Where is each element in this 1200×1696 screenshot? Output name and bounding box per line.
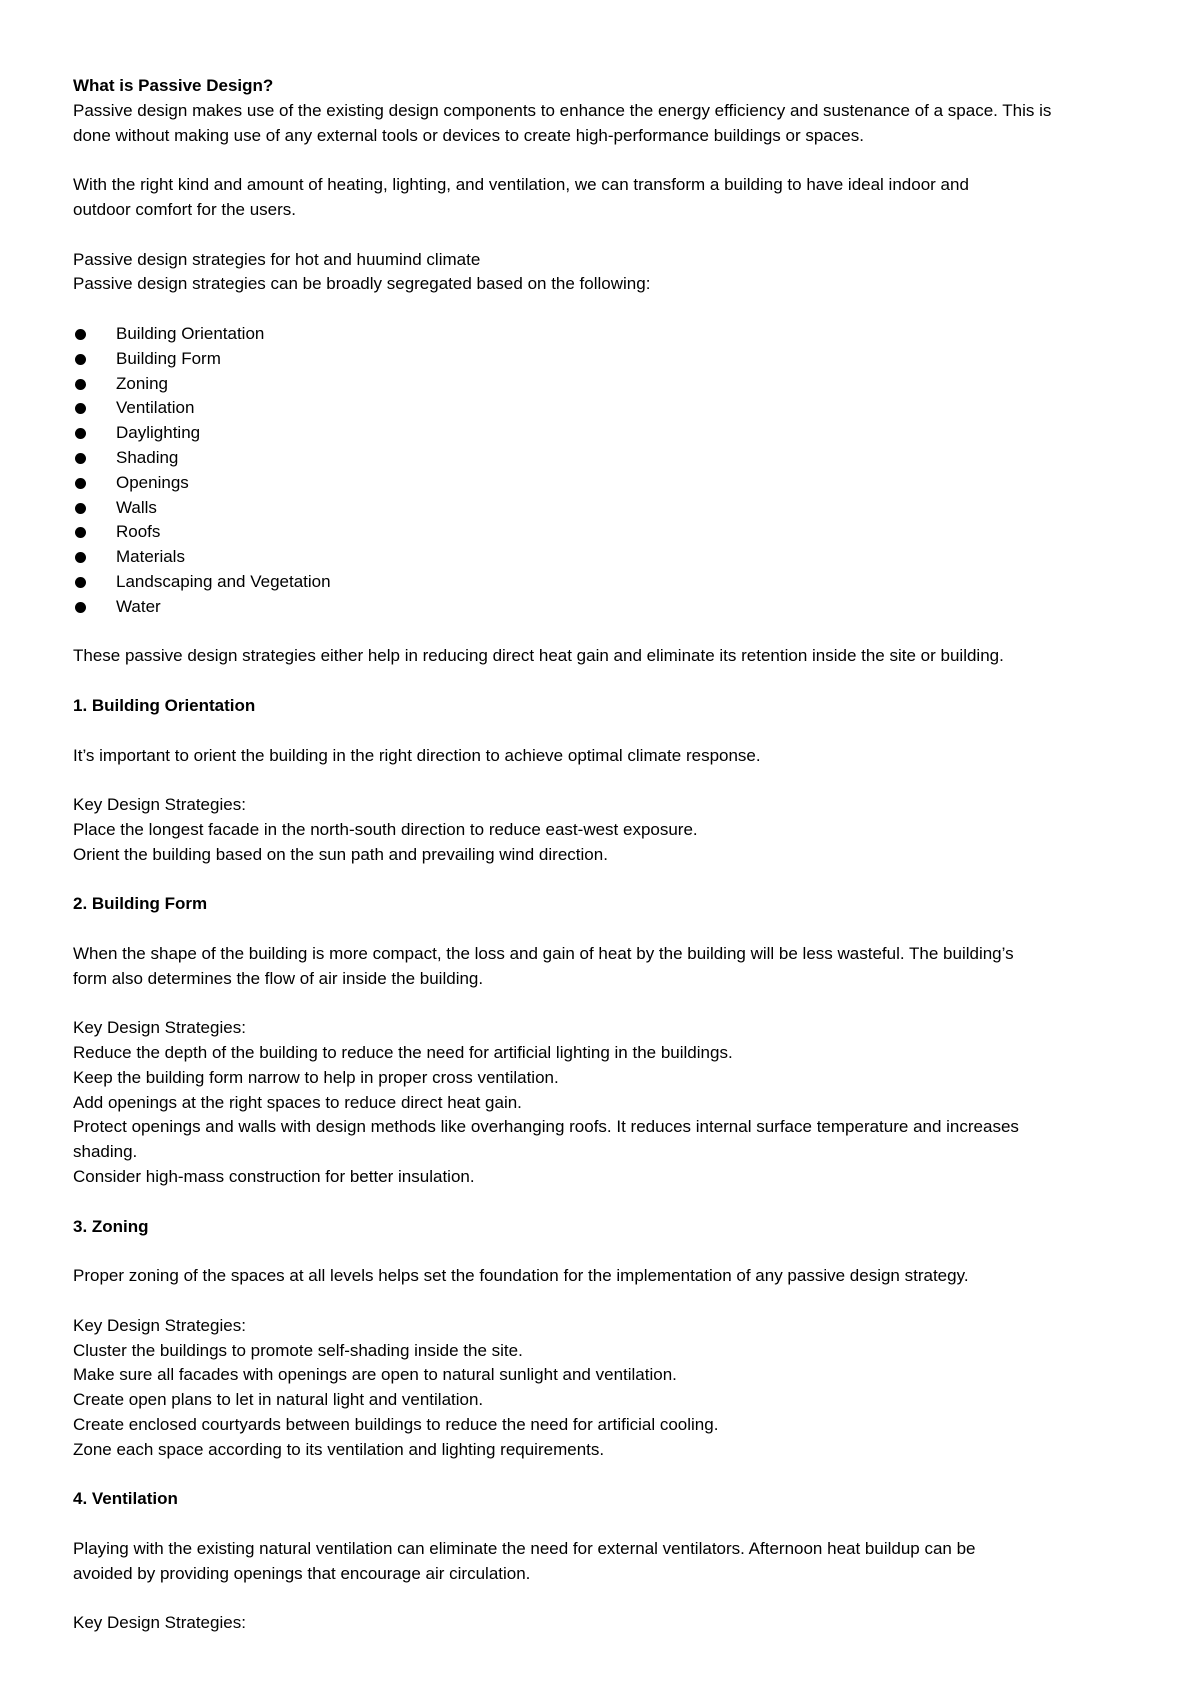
section-intro: When the shape of the building is more compact, the loss and gain of heat by the building will be less wasteful. The building’s (73, 943, 1014, 963)
strategy-line: Make sure all facades with openings are open to natural sunlight and ventilation. (73, 1365, 677, 1385)
spacer (73, 1463, 1133, 1488)
list-item (73, 471, 1133, 496)
list-item (73, 347, 1133, 372)
list-item-label: Building Orientation (116, 323, 265, 343)
bullet-icon (75, 329, 86, 340)
spacer (73, 148, 1133, 173)
list-item-label: Zoning (116, 373, 168, 393)
spacer (73, 297, 1133, 322)
section-heading-ventilation: 4. Ventilation (73, 1489, 178, 1509)
list-item (73, 496, 1133, 521)
strategy-line: Consider high-mass construction for better insulation. (73, 1167, 475, 1187)
list-item (73, 322, 1133, 347)
list-item-label: Water (116, 596, 161, 616)
key-strategies-label: Key Design Strategies: (73, 1018, 246, 1038)
list-item (73, 372, 1133, 397)
strategy-line: Keep the building form narrow to help in proper cross ventilation. (73, 1067, 559, 1087)
bullet-icon (75, 552, 86, 563)
intro-p1-line-2: done without making use of any external tools or devices to create high-performance buildings or spaces. (73, 125, 864, 145)
strategy-line: Zone each space according to its ventilation and lighting requirements. (73, 1439, 605, 1459)
spacer (73, 1239, 1133, 1264)
spacer (73, 768, 1133, 793)
bullet-icon (75, 379, 86, 390)
section-intro: avoided by providing openings that encourage air circulation. (73, 1563, 531, 1583)
list-item-label: Daylighting (116, 423, 201, 443)
bullet-icon (75, 602, 86, 613)
list-item (73, 595, 1133, 620)
spacer (73, 868, 1133, 893)
list-item-label: Openings (116, 472, 189, 492)
section-intro: Playing with the existing natural ventilation can eliminate the need for external ventilators. Afternoon heat buildup can be (73, 1539, 976, 1559)
intro-p1-line-1: Passive design makes use of the existing design components to enhance the energy efficiency and sustenance of a space. This is (73, 100, 1052, 120)
spacer (73, 991, 1133, 1016)
spacer (73, 223, 1133, 248)
section-heading-building-form: 2. Building Form (73, 894, 208, 914)
spacer (73, 620, 1133, 645)
list-item (73, 421, 1133, 446)
strategy-line: Reduce the depth of the building to reduce the need for artificial lighting in the buildings. (73, 1043, 733, 1063)
list-item-label: Building Form (116, 348, 221, 368)
list-item (73, 570, 1133, 595)
bullet-icon (75, 453, 86, 464)
list-item (73, 396, 1133, 421)
list-item (73, 446, 1133, 471)
section-intro: It’s important to orient the building in the right direction to achieve optimal climate response. (73, 745, 761, 765)
bullet-icon (75, 403, 86, 414)
section-intro: form also determines the flow of air inside the building. (73, 968, 484, 988)
list-item-label: Shading (116, 447, 179, 467)
key-strategies-label: Key Design Strategies: (73, 795, 246, 815)
list-item-label: Ventilation (116, 398, 195, 418)
strategy-line: Protect openings and walls with design methods like overhanging roofs. It reduces internal surface temperature and increases (73, 1117, 1019, 1137)
strategy-line: Create enclosed courtyards between buildings to reduce the need for artificial cooling. (73, 1415, 719, 1435)
document-page (73, 74, 1133, 1636)
spacer (73, 917, 1133, 942)
spacer (73, 1190, 1133, 1215)
list-item-label: Materials (116, 547, 185, 567)
list-item (73, 520, 1133, 545)
key-strategies-label: Key Design Strategies: (73, 1613, 246, 1633)
spacer (73, 1512, 1133, 1537)
strategy-line: Cluster the buildings to promote self-shading inside the site. (73, 1340, 523, 1360)
bullet-icon (75, 577, 86, 588)
bullet-icon (75, 527, 86, 538)
spacer (73, 669, 1133, 694)
intro-p3-line-2: Passive design strategies can be broadly segregated based on the following: (73, 274, 651, 294)
spacer (73, 1587, 1133, 1612)
bullet-icon (75, 428, 86, 439)
key-strategies-label: Key Design Strategies: (73, 1315, 246, 1335)
strategy-line: shading. (73, 1142, 138, 1162)
intro-p2-line-2: outdoor comfort for the users. (73, 199, 296, 219)
bullet-icon (75, 503, 86, 514)
strategy-line: Add openings at the right spaces to reduce direct heat gain. (73, 1092, 522, 1112)
bullet-icon (75, 354, 86, 365)
strategy-line: Create open plans to let in natural light and ventilation. (73, 1390, 484, 1410)
spacer (73, 1289, 1133, 1314)
strategy-line: Orient the building based on the sun path and prevailing wind direction. (73, 844, 608, 864)
list-item (73, 545, 1133, 570)
bullet-icon (75, 478, 86, 489)
intro-p2-line-1: With the right kind and amount of heating, lighting, and ventilation, we can transform a building to have ideal indoor and (73, 175, 969, 195)
strategy-list (73, 322, 1133, 620)
summary-paragraph: These passive design strategies either help in reducing direct heat gain and eliminate its retention inside the site or building. (73, 646, 1004, 666)
list-item-label: Roofs (116, 522, 161, 542)
section-heading-zoning: 3. Zoning (73, 1216, 149, 1236)
intro-heading: What is Passive Design? (73, 76, 274, 95)
list-item-label: Walls (116, 497, 157, 517)
list-item-label: Landscaping and Vegetation (116, 571, 331, 591)
section-heading-building-orientation: 1. Building Orientation (73, 695, 256, 715)
spacer (73, 719, 1133, 744)
intro-p3-line-1: Passive design strategies for hot and huumind climate (73, 249, 481, 269)
section-intro: Proper zoning of the spaces at all levels helps set the foundation for the implementation of any passive design strategy. (73, 1266, 969, 1286)
strategy-line: Place the longest facade in the north-south direction to reduce east-west exposure. (73, 819, 698, 839)
